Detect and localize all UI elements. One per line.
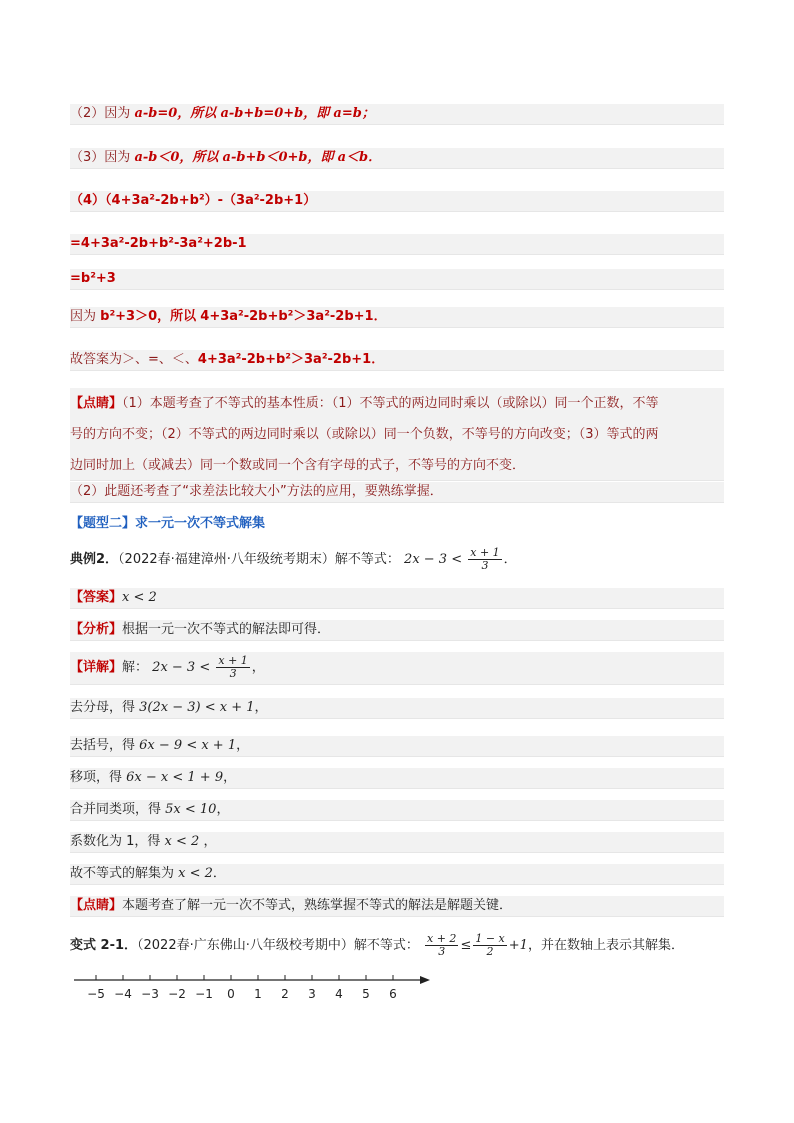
- answer-line: 【答案】x < 2: [70, 588, 724, 609]
- solution-line-2: （2）因为 a-b=0，所以 a-b+b=0+b，即 a=b；: [70, 104, 724, 125]
- solution-line-7: 因为 b²+3＞0，所以 4+3a²-2b+b²＞3a²-2b+1．: [70, 307, 724, 328]
- number-line-tick-label: −2: [168, 987, 186, 1001]
- step-6: 故不等式的解集为 x < 2．: [70, 864, 724, 885]
- number-line-tick-label: 2: [281, 987, 289, 1001]
- example-2-fraction: $\frac{x + 1}{3}$: [470, 546, 500, 572]
- solution-line-8: 故答案为＞、=、＜、4+3a²-2b+b²＞3a²-2b+1．: [70, 350, 724, 371]
- solution-line-4: （4）（4+3a²-2b+b²）-（3a²-2b+1）: [70, 191, 724, 212]
- example-2: 典例2．（2022春·福建漳州·八年级统考期末）解不等式： 2x − 3 < $\frac{x + 1}{3}$ ．: [70, 546, 517, 572]
- number-line-tick-label: −3: [141, 987, 159, 1001]
- solution-line-3: （3）因为 a-b＜0，所以 a-b+b＜0+b，即 a＜b．: [70, 148, 724, 169]
- step-1: 去分母，得 3(2x − 3) < x + 1，: [70, 698, 724, 719]
- step-5: 系数化为 1，得 x < 2 ，: [70, 832, 724, 853]
- variant-fraction-left: $\frac{x + 2}{3}$: [427, 932, 457, 958]
- number-line-tick-label: 3: [308, 987, 316, 1001]
- number-line-tick-label: 4: [335, 987, 343, 1001]
- number-line-tick-label: 1: [254, 987, 262, 1001]
- number-line-arrow-icon: [420, 976, 430, 984]
- number-line-tick-label: −5: [87, 987, 105, 1001]
- step-4: 合并同类项，得 5x < 10，: [70, 800, 724, 821]
- number-line: [70, 968, 440, 1004]
- number-line-tick-label: −1: [195, 987, 213, 1001]
- dianjing-block-1: 【点睛】（1）本题考查了不等式的基本性质：（1）不等式的两边同时乘以（或除以）同一个正数，不等 号的方向不变；（2）不等式的两边同时乘以（或除以）同一个负数，不等号的方向改变；（3）等式的两 边同时加上（或减去）同一个数或同一个含有字母的式子，不等号的方向不变．: [70, 388, 724, 481]
- number-line-tick-label: −4: [114, 987, 132, 1001]
- analysis-line: 【分析】根据一元一次不等式的解法即可得．: [70, 620, 724, 641]
- detail-fraction: $\frac{x + 1}{3}$: [218, 654, 248, 680]
- detail-line: 【详解】解： 2x − 3 < $\frac{x + 1}{3}$ ，: [70, 652, 724, 685]
- section-heading: 【题型二】求一元一次不等式解集: [70, 516, 266, 531]
- solution-line-5: =4+3a²-2b+b²-3a²+2b-1: [70, 234, 724, 255]
- step-2: 去括号，得 6x − 9 < x + 1，: [70, 736, 724, 757]
- variant-fraction-right: $\frac{1 - x}{2}$: [475, 932, 505, 958]
- dianjing-block-2: 【点睛】本题考查了解一元一次不等式，熟练掌握不等式的解法是解题关键．: [70, 896, 724, 917]
- number-line-tick-label: 5: [362, 987, 370, 1001]
- variant-2-1: 变式 2-1．（2022春·广东佛山·八年级校考期中）解不等式： $\frac{x + 2}{3}$ ≤ $\frac{1 - x}{2}$ +1，并在数轴上表示其解集．: [70, 932, 684, 958]
- solution-line-6: =b²+3: [70, 269, 724, 290]
- dianjing-block-1-p4: （2）此题还考查了“求差法比较大小”方法的应用，要熟练掌握．: [70, 482, 724, 503]
- step-3: 移项，得 6x − x < 1 + 9，: [70, 768, 724, 789]
- number-line-tick-label: 6: [389, 987, 397, 1001]
- number-line-tick-label: 0: [227, 987, 235, 1001]
